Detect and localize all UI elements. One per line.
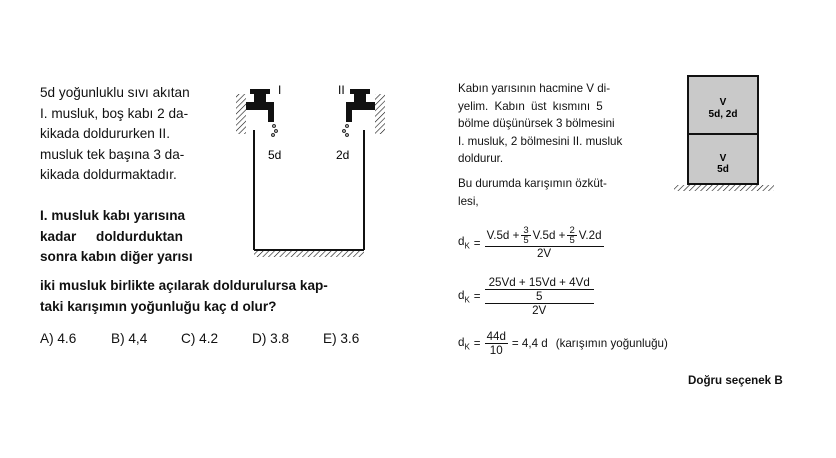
bottom-density-label: 5d [717, 164, 729, 175]
solution-line: Bu durumda karışımın özküt- [458, 177, 607, 190]
question-bold-line: sonra kabın diğer yarısı [40, 249, 193, 264]
tap-two-icon [343, 89, 375, 136]
solution-line: I. musluk, 2 bölmesini II. musluk [458, 134, 623, 148]
question-bold-line: taki karışımın yoğunluğu kaç d olur? [40, 298, 277, 314]
option-e: E) 3.6 [323, 331, 360, 346]
question-line: I. musluk, boş kabı 2 da- [40, 105, 189, 121]
question-bold-line: iki musluk birlikte açılarak doldurulursa kap- [40, 278, 328, 293]
solution-line: yelim. Kabın üst kısmını 5 [458, 99, 603, 113]
dk-symbol: $d_K$ [458, 288, 470, 305]
dk-symbol: $d_K$ [458, 235, 470, 251]
question-line: kikada doldururken II. [40, 126, 170, 141]
question-line: 5d yoğunluklu sıvı akıtan [40, 85, 190, 100]
equals: = [473, 290, 481, 303]
option-c: C) 4.2 [181, 331, 219, 346]
correct-answer: Doğru seçenek B [688, 374, 783, 387]
question-bold-line: kadar doldurduktan [40, 228, 183, 244]
tap-two-label: II [338, 83, 345, 97]
taps-container-diagram [230, 80, 390, 262]
equals: = [473, 337, 481, 350]
tap-one-label: I [278, 83, 282, 97]
right-wall-hatch [375, 94, 385, 134]
tap-two-density: 2d [336, 148, 350, 162]
equals: = [473, 236, 481, 250]
mixture-container-diagram [672, 72, 776, 196]
question-bold-line: I. musluk kabı yarısına [40, 208, 186, 223]
equation-2-fraction: 25Vd + 15Vd + 4Vd 5 2V [485, 276, 594, 317]
solution-line: lesi, [458, 194, 479, 208]
equation-2 [458, 276, 594, 317]
left-wall-hatch [236, 94, 246, 134]
dk-symbol: $d_K$ [458, 335, 470, 352]
top-volume-label: V [719, 97, 727, 108]
equation-1 [458, 226, 604, 260]
equation-3-result: = 4,4 d [511, 337, 548, 350]
container-base-hatch [254, 251, 364, 257]
solution-line: bölme düşünürsek 3 bölmesini [458, 117, 615, 130]
solution-line: doldurur. [458, 152, 504, 165]
base-hatch [674, 185, 774, 191]
equation-3-note: (karışımın yoğunluğu) [555, 337, 668, 350]
tap-one-icon [246, 89, 277, 136]
question-line: kikada doldurmaktadır. [40, 167, 177, 182]
option-a: A) 4.6 [40, 331, 77, 346]
equation-1-fraction: V.5d + $\frac{3}{5}$ V.5d + $\frac{2}{5}$ V.2d 2V [486, 225, 602, 260]
option-d: D) 3.8 [252, 331, 290, 346]
bottom-volume-label: V [719, 153, 727, 164]
equation-3-fraction: $\frac{44d}{10}$ [486, 330, 506, 357]
question-line: musluk tek başına 3 da- [40, 146, 185, 162]
solution-line: Kabın yarısının hacmine V di- [458, 82, 611, 95]
option-b: B) 4,4 [111, 331, 148, 346]
top-density-label: 5d, 2d [708, 109, 738, 120]
tap-one-density: 5d [268, 148, 282, 162]
equation-3 [458, 330, 668, 357]
